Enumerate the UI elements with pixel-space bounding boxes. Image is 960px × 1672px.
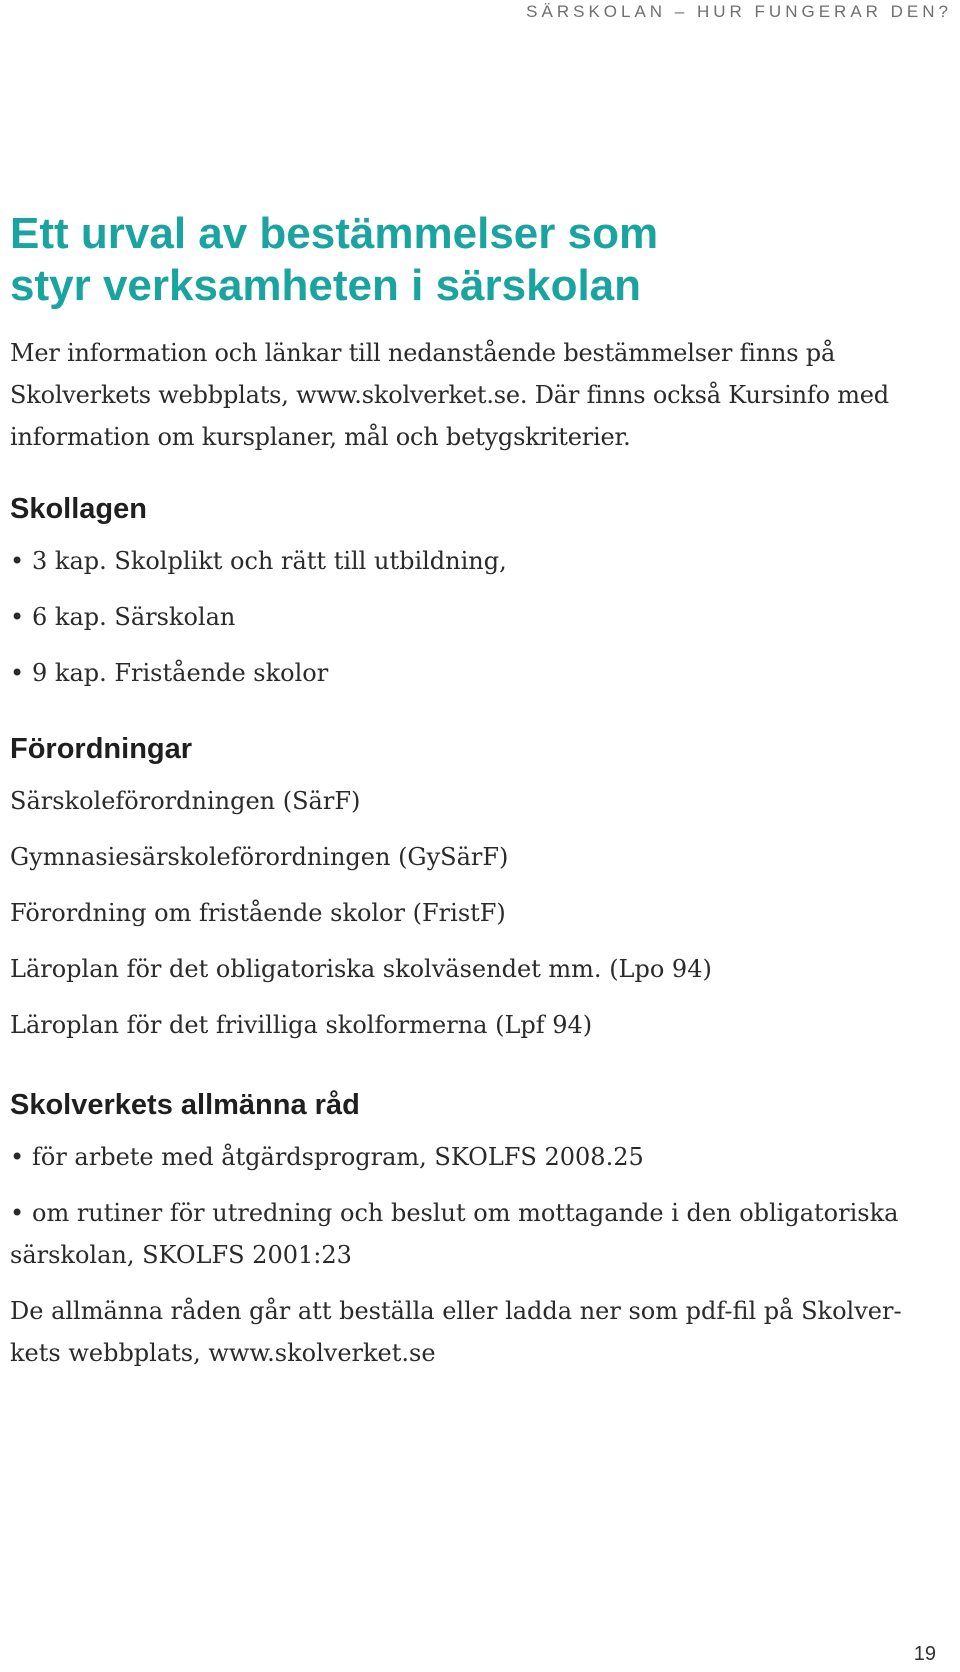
forordning-item: Läroplan för det frivilliga skolformerna (Lpf 94)	[10, 1011, 593, 1039]
intro-line-1: Mer information och länkar till nedanstående bestämmelser finns på	[10, 339, 836, 367]
list-item	[10, 652, 955, 694]
page-title-line-2: styr verksamheten i särskolan	[10, 261, 642, 310]
forordning-item: Förordning om fristående skolor (FristF)	[10, 899, 506, 927]
page-number: 19	[913, 1643, 936, 1665]
bullet-icon: •	[10, 603, 25, 631]
list-item-text-continued: särskolan, SKOLFS 2001:23	[10, 1241, 352, 1269]
allmanna-rad-note	[10, 1290, 955, 1374]
bullet-icon: •	[10, 547, 25, 575]
bullet-icon: •	[10, 1199, 25, 1227]
forordning-item: Särskoleförordningen (SärF)	[10, 787, 361, 815]
allmanna-rad-heading: Skolverkets allmänna råd	[10, 1089, 360, 1121]
list-item	[10, 596, 955, 638]
running-header: SÄRSKOLAN – HUR FUNGERAR DEN?	[526, 2, 952, 21]
page-title	[10, 208, 955, 312]
forordningar-heading: Förordningar	[10, 733, 193, 765]
note-line-1: De allmänna råden går att beställa eller ladda ner som pdf-fil på Skolver-	[10, 1297, 902, 1325]
list-item	[10, 1192, 955, 1276]
list-item	[10, 1136, 955, 1178]
intro-line-2: Skolverkets webbplats, www.skolverket.se. Där finns också Kursinfo med	[10, 381, 889, 409]
note-line-2: kets webbplats, www.skolverket.se	[10, 1339, 436, 1367]
forordning-item: Läroplan för det obligatoriska skolväsendet mm. (Lpo 94)	[10, 955, 712, 983]
list-item-text: för arbete med åtgärdsprogram, SKOLFS 2008.25	[32, 1143, 644, 1171]
intro-paragraph	[10, 332, 955, 458]
list-item-text: 3 kap. Skolplikt och rätt till utbildning,	[32, 547, 507, 575]
skollagen-heading: Skollagen	[10, 493, 147, 525]
bullet-icon: •	[10, 1143, 25, 1171]
list-item-text: 9 kap. Fristående skolor	[32, 659, 329, 687]
skollagen-list	[10, 540, 955, 694]
page-title-line-1: Ett urval av bestämmelser som	[10, 209, 659, 258]
list-item	[10, 540, 955, 582]
allmanna-rad-list	[10, 1136, 955, 1276]
bullet-icon: •	[10, 659, 25, 687]
intro-line-3: information om kursplaner, mål och betygskriterier.	[10, 423, 631, 451]
list-item-text: om rutiner för utredning och beslut om mottagande i den obligatoriska	[32, 1199, 899, 1227]
page-content	[10, 208, 955, 1374]
list-item-text: 6 kap. Särskolan	[32, 603, 236, 631]
forordning-item: Gymnasiesärskoleförordningen (GySärF)	[10, 843, 509, 871]
